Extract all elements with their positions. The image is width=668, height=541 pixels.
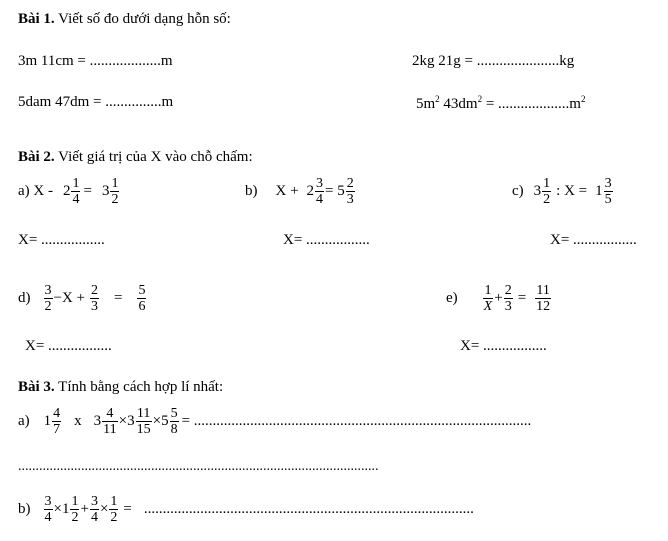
bai1-item-1: 3m 11cm = ...................m	[18, 53, 173, 69]
bai2-c-frac1: $\frac{1}{2}$	[543, 176, 551, 207]
bai3-b-w2: 1	[61, 501, 70, 517]
bai2-heading	[18, 150, 253, 165]
bai2-title: Viết giá trị của X vào chỗ chấm:	[58, 149, 253, 165]
bai2-a-eq: =	[83, 183, 92, 199]
bai2-b-answer: X= .................	[283, 232, 370, 248]
bai3-b-frac2: $\frac{1}{2}$	[71, 494, 79, 525]
bai3-a-eq: = ..........................................................................................	[181, 413, 532, 429]
bai2-a-w1: 2	[62, 183, 71, 199]
bai1-item-4-sup1: 2	[435, 94, 440, 104]
bai1-item-4-sup2: 2	[477, 94, 483, 104]
bai2-e-frac1: $\frac{1}{X}$	[483, 283, 493, 314]
bai2-a-answer: X= .................	[18, 232, 105, 248]
bai2-e-frac3: $\frac{11}{12}$	[536, 283, 551, 314]
bai2-d-eq: =	[114, 290, 123, 306]
bai2-a-w2: 3	[101, 183, 110, 199]
bai2-a-tag: a) X -	[18, 183, 53, 199]
bai3-a-frac3: $\frac{11}{15}$	[136, 406, 151, 437]
bai3-a-frac4: $\frac{5}{8}$	[170, 406, 178, 437]
bai2-c-frac2: $\frac{3}{5}$	[604, 176, 612, 207]
bai2-b-tag: b)	[245, 183, 258, 199]
bai1-item-4-pre: 5m	[416, 96, 436, 112]
bai1-item-2: 2kg 21g = ......................kg	[412, 53, 575, 69]
bai2-d-frac2: $\frac{2}{3}$	[91, 283, 99, 314]
bai3-b-t1: ×	[53, 501, 62, 517]
bai3-label: Bài 3.	[18, 379, 55, 395]
bai2-c-w2: 1	[595, 183, 603, 199]
bai2-c-op: : X =	[556, 183, 588, 199]
bai2-c-w1: 3	[533, 183, 542, 199]
bai2-b	[245, 176, 356, 207]
bai2-a-frac2: $\frac{1}{2}$	[111, 176, 119, 207]
bai3-b-eq: =	[123, 501, 132, 517]
bai3-a-w2: 3	[93, 413, 102, 429]
bai2-b-eq: = 5	[325, 183, 345, 199]
bai3-a-times1: ×	[118, 413, 128, 429]
bai3-a-continuation: .......................................................................................................	[18, 459, 379, 474]
bai2-b-frac1: $\frac{3}{4}$	[316, 176, 324, 207]
bai1-item-4-sup3: 2	[580, 94, 586, 104]
bai2-e-tag: e)	[446, 290, 458, 306]
bai2-e-answer: X= .................	[460, 338, 547, 354]
bai3-b-frac4: $\frac{1}{2}$	[110, 494, 118, 525]
bai1-item-4	[416, 95, 585, 112]
bai1-item-4-mid: 43dm	[439, 96, 478, 112]
bai1-item-3: 5dam 47dm = ...............m	[18, 94, 174, 110]
bai3-heading	[18, 380, 223, 395]
bai1-label: Bài 1.	[18, 11, 55, 27]
bai3-a-times2: ×	[152, 413, 162, 429]
bai2-b-w1: 2	[306, 183, 315, 199]
bai2-c-tag: c)	[512, 183, 524, 199]
bai3-title: Tính bằng cách hợp lí nhất:	[58, 379, 224, 395]
bai3-a-w4: 5	[161, 413, 169, 429]
bai2-label: Bài 2.	[18, 149, 55, 165]
bai2-c	[512, 176, 614, 207]
bai2-a-frac1: $\frac{1}{4}$	[72, 176, 80, 207]
bai1-title: Viết số đo dưới dạng hỗn số:	[58, 11, 231, 27]
bai2-b-x: X +	[275, 183, 299, 199]
bai3-a	[18, 406, 531, 437]
bai3-a-w3: 3	[127, 413, 135, 429]
bai2-a	[18, 176, 120, 207]
bai1-item-4-post: = ...................m	[482, 96, 581, 112]
bai3-a-frac2: $\frac{4}{11}$	[103, 406, 117, 437]
bai2-d-frac3: $\frac{5}{6}$	[138, 283, 146, 314]
bai3-b	[18, 494, 474, 525]
bai3-b-dots: ........................................................................................	[143, 501, 474, 517]
bai2-d	[18, 283, 147, 314]
bai1-heading	[18, 12, 231, 27]
bai2-e	[446, 283, 552, 314]
bai3-b-plus: +	[80, 501, 89, 517]
bai3-a-tag: a)	[18, 413, 30, 429]
bai3-b-tag: b)	[18, 501, 31, 517]
bai2-d-frac1: $\frac{3}{2}$	[44, 283, 52, 314]
bai3-a-x: x	[74, 413, 82, 429]
bai3-a-w1: 1	[43, 413, 52, 429]
bai3-b-frac3: $\frac{3}{4}$	[90, 494, 98, 525]
bai3-b-frac1: $\frac{3}{4}$	[44, 494, 52, 525]
bai2-e-plus: +	[494, 290, 503, 306]
bai2-c-answer: X= .................	[550, 232, 637, 248]
bai3-a-frac1: $\frac{4}{7}$	[53, 406, 61, 437]
bai3-b-t2: ×	[99, 501, 109, 517]
bai2-d-answer: X= .................	[25, 338, 112, 354]
bai2-d-op1: −X +	[53, 290, 86, 306]
bai2-d-tag: d)	[18, 290, 31, 306]
bai2-b-frac2: $\frac{2}{3}$	[346, 176, 354, 207]
bai2-e-eq: =	[517, 290, 527, 306]
bai2-e-frac2: $\frac{2}{3}$	[504, 283, 512, 314]
